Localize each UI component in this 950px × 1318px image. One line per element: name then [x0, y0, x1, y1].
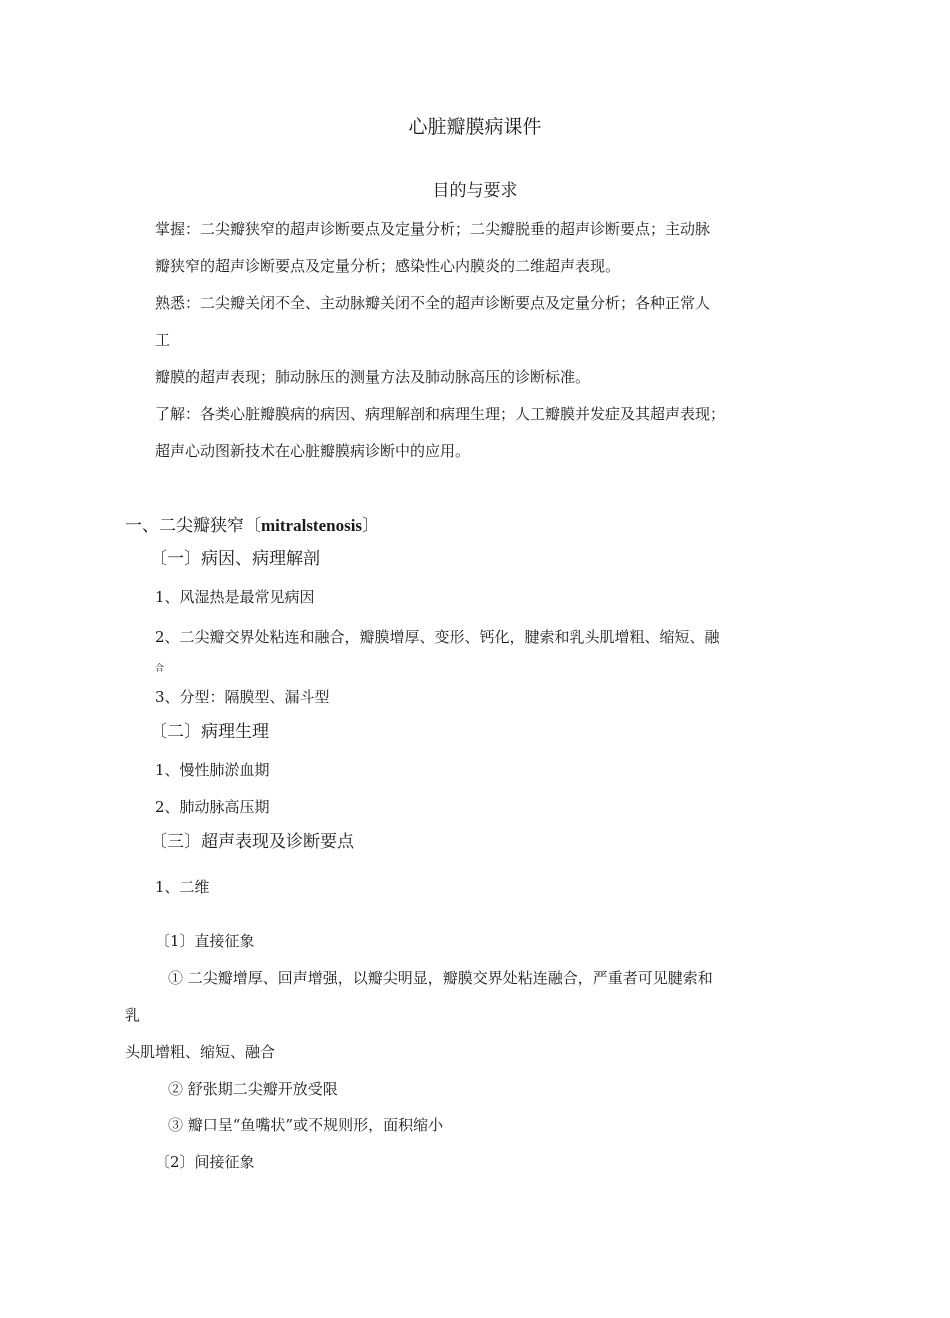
objective-familiar-line1: 熟悉：二尖瓣关闭不全、主动脉瓣关闭不全的超声诊断要点及定量分析；各种正常人 [155, 294, 711, 312]
section-1-heading-prefix: 一、二尖瓣狭窄〔 [125, 516, 261, 536]
direct-sign-1-cont2: 头肌增粗、缩短、融合 [125, 1043, 276, 1061]
subsection-pathophysiology-heading: 〔二〕病理生理 [150, 722, 269, 742]
etiology-item-2-cont: 合 [155, 664, 165, 674]
pathophysiology-item-1: 1、慢性肺淤血期 [155, 761, 270, 779]
page-title: 心脏瓣膜病课件 [408, 116, 542, 138]
objective-know-line1: 了解：各类心脏瓣膜病的病因、病理解剖和病理生理；人工瓣膜并发症及其超声表现； [155, 405, 726, 423]
section-1-heading-suffix: 〕 [362, 516, 380, 536]
ultrasound-item-2d: 1、二维 [155, 878, 210, 896]
objective-master-line2: 瓣狭窄的超声诊断要点及定量分析；感染性心内膜炎的二维超声表现。 [155, 257, 621, 275]
objective-familiar-line2: 工 [155, 331, 171, 349]
objective-familiar-line3: 瓣膜的超声表现；肺动脉压的测量方法及肺动脉高压的诊断标准。 [155, 368, 591, 386]
section-1-heading-en: mitralstenosis [261, 516, 363, 535]
etiology-item-2: 2、二尖瓣交界处粘连和融合，瓣膜增厚、变形、钙化，腱索和乳头肌增粗、缩短、融 [155, 628, 720, 646]
objective-master-line1: 掌握：二尖瓣狭窄的超声诊断要点及定量分析；二尖瓣脱垂的超声诊断要点；主动脉 [155, 220, 711, 238]
direct-sign-2: ② 舒张期二尖瓣开放受限 [168, 1080, 338, 1098]
etiology-item-3: 3、分型：隔膜型、漏斗型 [155, 688, 330, 706]
objective-know-line2: 超声心动图新技术在心脏瓣膜病诊断中的应用。 [155, 442, 471, 460]
section-subtitle: 目的与要求 [432, 181, 518, 201]
subsection-ultrasound-heading: 〔三〕超声表现及诊断要点 [150, 832, 354, 852]
direct-sign-1-cont1: 乳 [125, 1006, 141, 1024]
direct-signs-heading: 〔1〕直接征象 [155, 932, 255, 950]
indirect-signs-heading: 〔2〕间接征象 [155, 1153, 255, 1171]
direct-sign-3: ③ 瓣口呈“鱼嘴状”或不规则形，面积缩小 [168, 1116, 444, 1134]
etiology-item-1: 1、风湿热是最常见病因 [155, 588, 315, 606]
subsection-etiology-heading: 〔一〕病因、病理解剖 [150, 549, 320, 569]
section-1-heading [125, 515, 379, 537]
direct-sign-1: ① 二尖瓣增厚、回声增强，以瓣尖明显，瓣膜交界处粘连融合，严重者可见腱索和 [168, 969, 713, 987]
pathophysiology-item-2: 2、肺动脉高压期 [155, 798, 270, 816]
